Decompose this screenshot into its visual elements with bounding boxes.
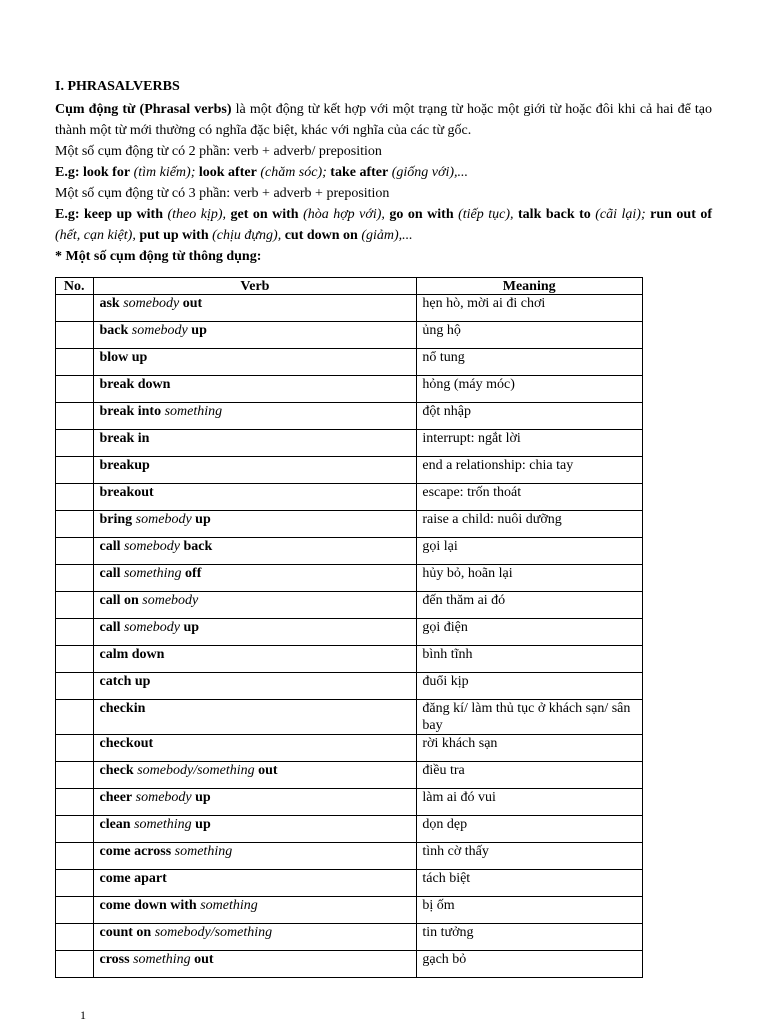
table-row xyxy=(56,673,643,700)
cell-no xyxy=(56,951,94,978)
cell-no xyxy=(56,349,94,376)
cell-meaning: bị ốm xyxy=(417,897,643,924)
cell-meaning: hỏng (máy móc) xyxy=(417,376,643,403)
table-row xyxy=(56,565,643,592)
table-row xyxy=(56,789,643,816)
header-verb: Verb xyxy=(94,278,417,295)
cell-verb: bring somebody up xyxy=(94,511,417,538)
three-part-examples: E.g: keep up with (theo kịp), get on with (hòa hợp với), go on with (tiếp tục), talk back to (cãi lại); run out of (hết, cạn kiệt), put up with (chịu đựng), cut down on (giảm),... xyxy=(55,207,713,243)
section-heading: I. PHRASALVERBS xyxy=(55,79,180,94)
cell-meaning: gọi điện xyxy=(417,619,643,646)
cell-no xyxy=(56,735,94,762)
table-header-row xyxy=(56,278,643,295)
cell-verb: call somebody back xyxy=(94,538,417,565)
cell-no xyxy=(56,762,94,789)
cell-verb: breakup xyxy=(94,457,417,484)
cell-no xyxy=(56,592,94,619)
table-row xyxy=(56,897,643,924)
cell-verb: calm down xyxy=(94,646,417,673)
cell-no xyxy=(56,816,94,843)
cell-no xyxy=(56,403,94,430)
cell-meaning: tin tưởng xyxy=(417,924,643,951)
header-no: No. xyxy=(56,278,94,295)
cell-no xyxy=(56,700,94,735)
common-verbs-title: * Một số cụm động từ thông dụng: xyxy=(55,249,262,264)
cell-meaning: ủng hộ xyxy=(417,322,643,349)
cell-no xyxy=(56,646,94,673)
cell-meaning: hẹn hò, mời ai đi chơi xyxy=(417,295,643,322)
intro-paragraph: Cụm động từ (Phrasal verbs) là một động từ kết hợp với một trạng từ hoặc một giới từ hoặc đôi khi cả hai để tạo thành một từ mới thường có nghĩa đặc biệt, khác với nghĩa của các từ gốc. xyxy=(55,102,712,138)
cell-meaning: gạch bỏ xyxy=(417,951,643,978)
document-body xyxy=(55,76,712,267)
table-row xyxy=(56,376,643,403)
cell-meaning: đuổi kịp xyxy=(417,673,643,700)
page-number: 1 xyxy=(80,1008,86,1022)
table-row xyxy=(56,951,643,978)
cell-meaning: raise a child: nuôi dưỡng xyxy=(417,511,643,538)
cell-verb: clean something up xyxy=(94,816,417,843)
cell-meaning: nổ tung xyxy=(417,349,643,376)
table-row xyxy=(56,735,643,762)
cell-verb: come apart xyxy=(94,870,417,897)
cell-verb: catch up xyxy=(94,673,417,700)
table-row xyxy=(56,430,643,457)
cell-no xyxy=(56,430,94,457)
cell-meaning: đăng kí/ làm thủ tục ở khách sạn/ sân bay xyxy=(417,700,643,735)
cell-no xyxy=(56,538,94,565)
table-row xyxy=(56,700,643,735)
cell-meaning: bình tĩnh xyxy=(417,646,643,673)
table-row xyxy=(56,646,643,673)
cell-meaning: end a relationship: chia tay xyxy=(417,457,643,484)
cell-meaning: điều tra xyxy=(417,762,643,789)
table-row xyxy=(56,762,643,789)
cell-no xyxy=(56,295,94,322)
cell-no xyxy=(56,673,94,700)
cell-no xyxy=(56,457,94,484)
cell-verb: count on somebody/something xyxy=(94,924,417,951)
cell-verb: call somebody up xyxy=(94,619,417,646)
cell-verb: blow up xyxy=(94,349,417,376)
cell-verb: back somebody up xyxy=(94,322,417,349)
cell-verb: come across something xyxy=(94,843,417,870)
cell-verb: cross something out xyxy=(94,951,417,978)
three-part-definition: Một số cụm động từ có 3 phần: verb + adverb + preposition xyxy=(55,186,390,201)
table-row xyxy=(56,592,643,619)
cell-meaning: tách biệt xyxy=(417,870,643,897)
cell-no xyxy=(56,789,94,816)
cell-no xyxy=(56,897,94,924)
cell-meaning: tình cờ thấy xyxy=(417,843,643,870)
cell-verb: cheer somebody up xyxy=(94,789,417,816)
table-row xyxy=(56,349,643,376)
table-row xyxy=(56,403,643,430)
cell-no xyxy=(56,870,94,897)
cell-verb: check somebody/something out xyxy=(94,762,417,789)
cell-no xyxy=(56,376,94,403)
cell-meaning: interrupt: ngắt lời xyxy=(417,430,643,457)
two-part-examples: E.g: look for (tìm kiếm); look after (chăm sóc); take after (giống với),... xyxy=(55,165,469,180)
cell-no xyxy=(56,565,94,592)
cell-no xyxy=(56,619,94,646)
cell-verb: call on somebody xyxy=(94,592,417,619)
table-row xyxy=(56,538,643,565)
header-meaning: Meaning xyxy=(417,278,643,295)
cell-no xyxy=(56,924,94,951)
cell-meaning: gọi lại xyxy=(417,538,643,565)
cell-no xyxy=(56,484,94,511)
cell-meaning: hủy bỏ, hoãn lại xyxy=(417,565,643,592)
table-row xyxy=(56,843,643,870)
table-row xyxy=(56,457,643,484)
table-row xyxy=(56,924,643,951)
table-row xyxy=(56,484,643,511)
cell-verb: break into something xyxy=(94,403,417,430)
cell-verb: breakout xyxy=(94,484,417,511)
table-body xyxy=(56,295,643,978)
table-row xyxy=(56,870,643,897)
cell-meaning: dọn dẹp xyxy=(417,816,643,843)
cell-meaning: rời khách sạn xyxy=(417,735,643,762)
cell-verb: break down xyxy=(94,376,417,403)
cell-meaning: escape: trốn thoát xyxy=(417,484,643,511)
cell-no xyxy=(56,843,94,870)
cell-meaning: đột nhập xyxy=(417,403,643,430)
cell-verb: checkin xyxy=(94,700,417,735)
cell-no xyxy=(56,511,94,538)
two-part-definition: Một số cụm động từ có 2 phần: verb + adverb/ preposition xyxy=(55,144,382,159)
cell-verb: break in xyxy=(94,430,417,457)
cell-meaning: làm ai đó vui xyxy=(417,789,643,816)
cell-meaning: đến thăm ai đó xyxy=(417,592,643,619)
phrasal-verbs-table xyxy=(55,277,643,978)
cell-verb: ask somebody out xyxy=(94,295,417,322)
cell-verb: call something off xyxy=(94,565,417,592)
table-row xyxy=(56,322,643,349)
cell-no xyxy=(56,322,94,349)
table-row xyxy=(56,619,643,646)
table-row xyxy=(56,511,643,538)
table-row xyxy=(56,295,643,322)
table-row xyxy=(56,816,643,843)
cell-verb: checkout xyxy=(94,735,417,762)
cell-verb: come down with something xyxy=(94,897,417,924)
